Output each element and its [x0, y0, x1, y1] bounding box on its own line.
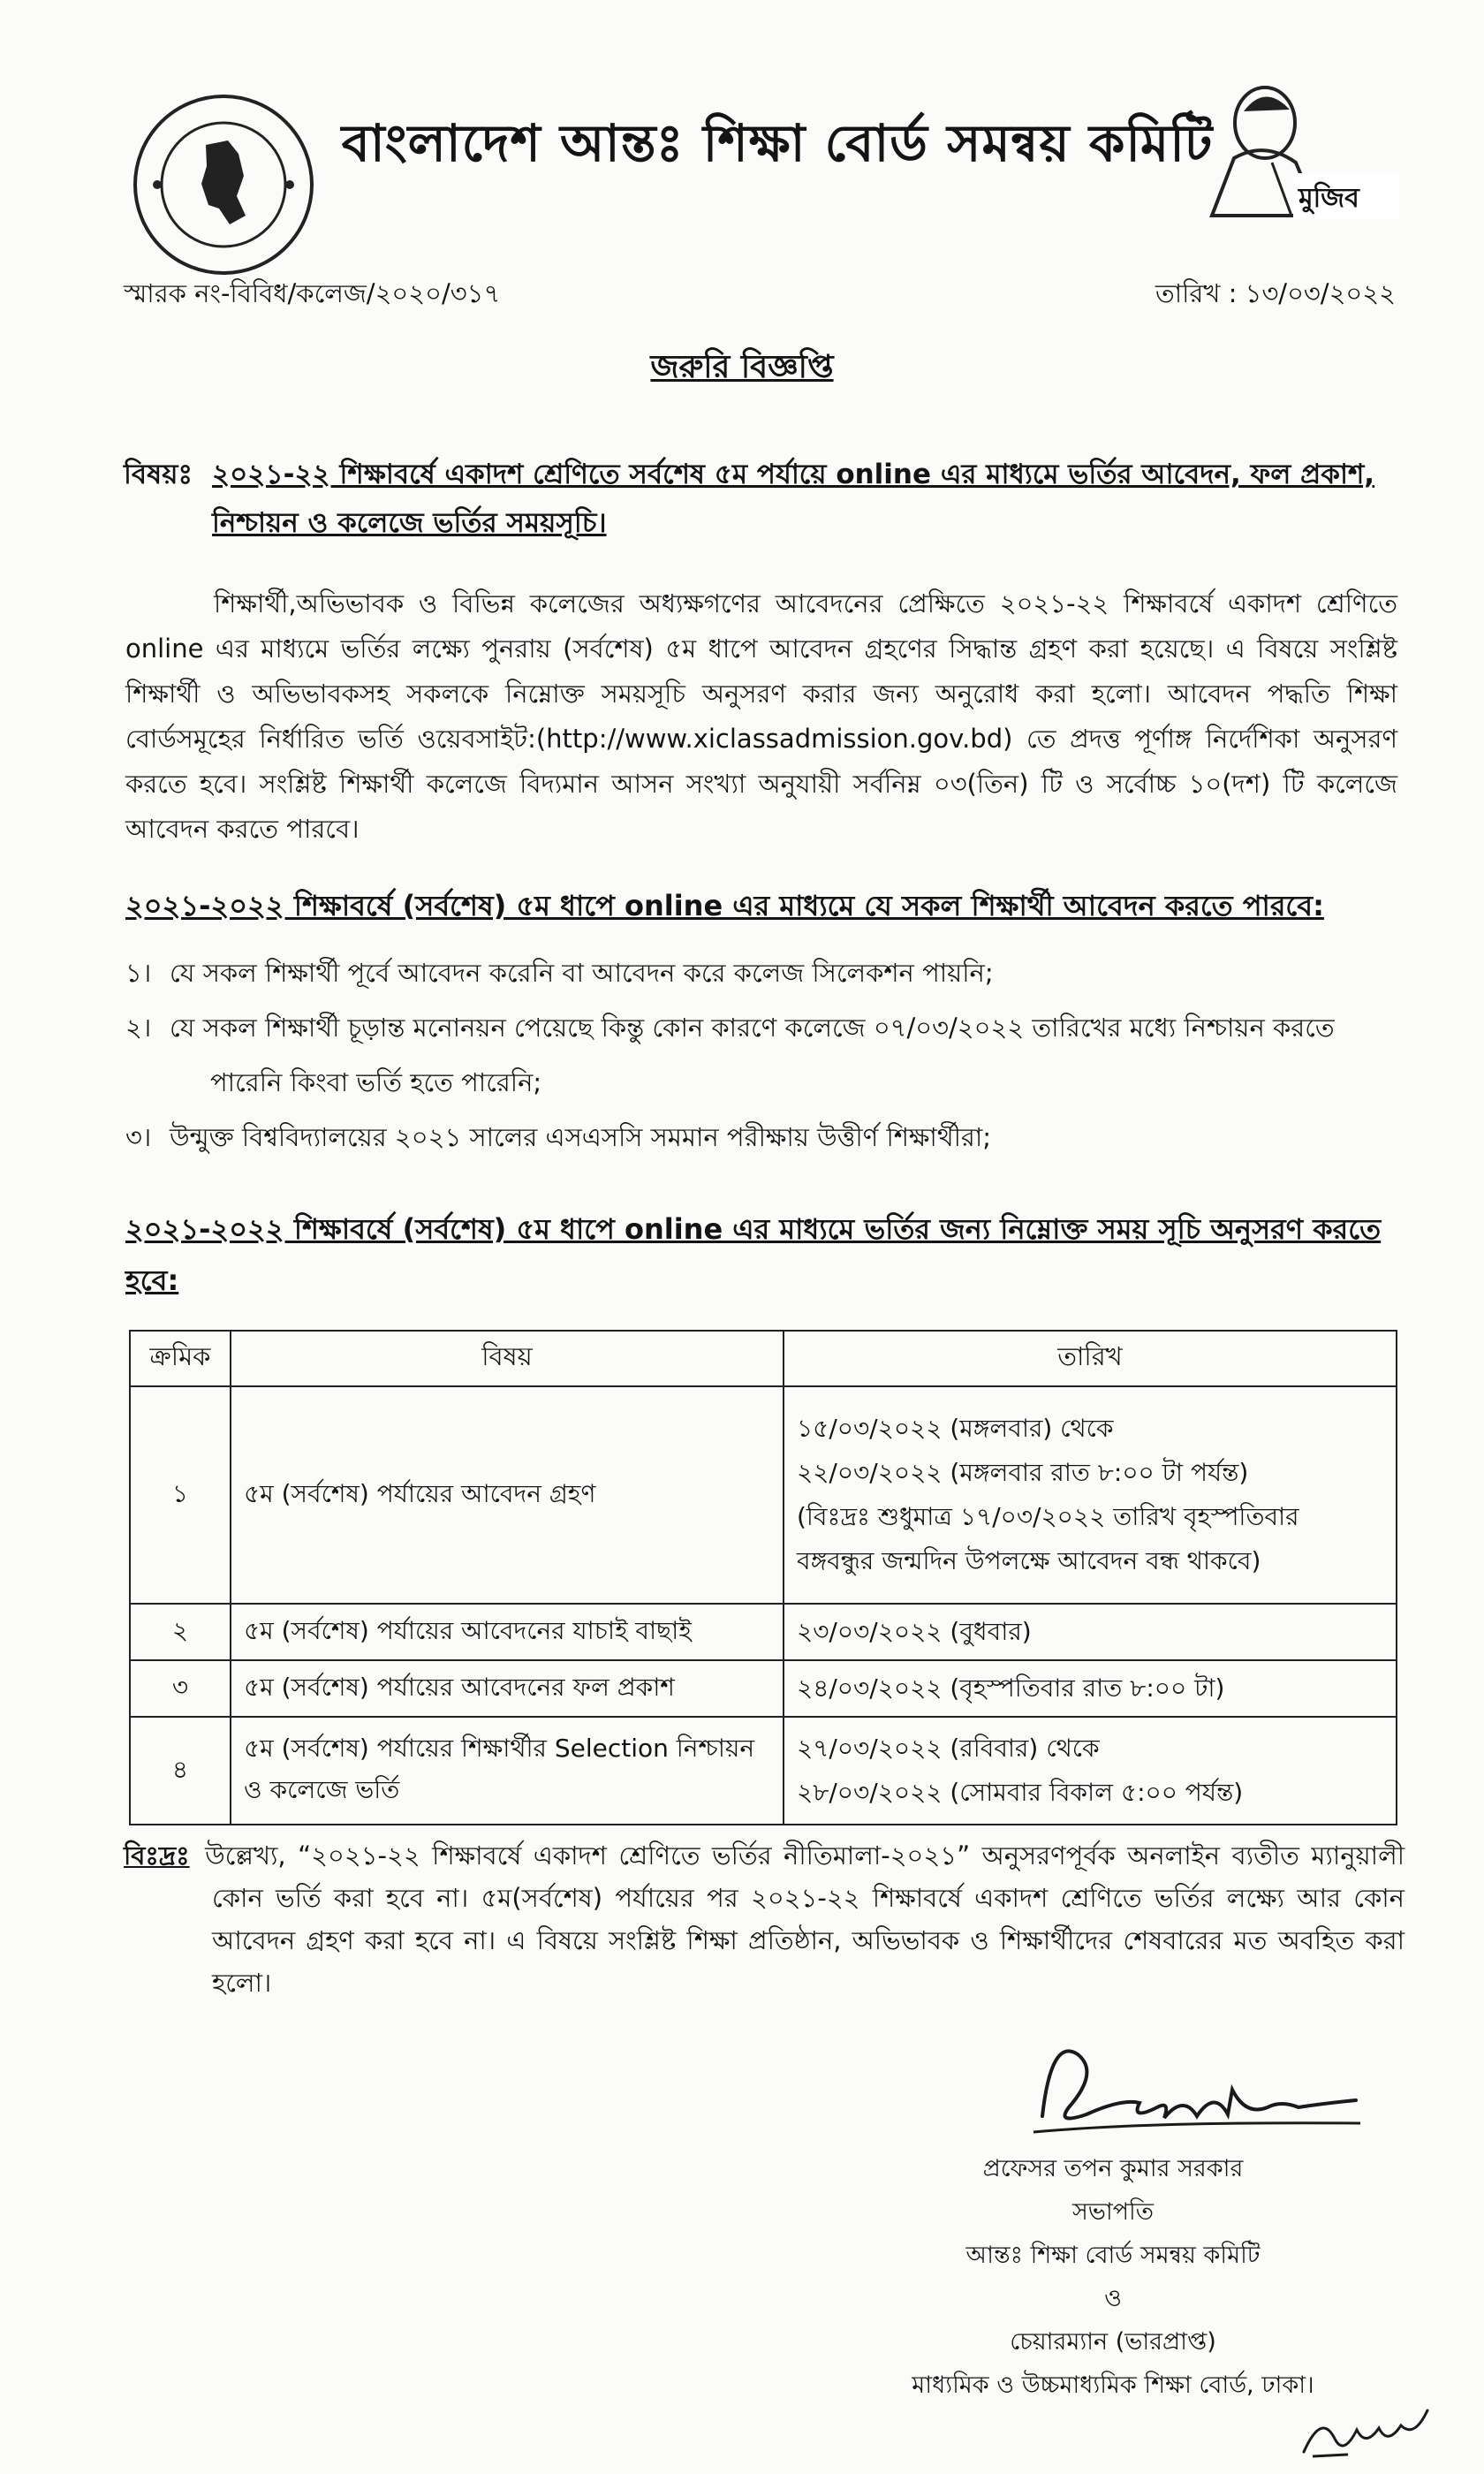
table-row [130, 1386, 1397, 1604]
date-line: ২৩/০৩/২০২২ (বুধবার) [797, 1617, 1032, 1646]
date-line: ২৭/০৩/২০২২ (রবিবার) থেকে [797, 1734, 1100, 1763]
subject-cell: ৫ম (সর্বশেষ) পর্যায়ের শিক্ষার্থীর Selection নিশ্চায়ন ও কলেজে ভর্তি [231, 1717, 784, 1825]
signatory-board: মাধ্যমিক ও উচ্চমাধ্যমিক শিক্ষা বোর্ড, ঢাকা। [912, 2372, 1314, 2399]
government-seal-logo [131, 92, 316, 277]
footnote [124, 1834, 1404, 2004]
list-item-text: উন্মুক্ত বিশ্ববিদ্যালয়ের ২০২১ সালের এসএসসি সমমান পরীক্ষায় উত্তীর্ণ শিক্ষার্থীরা; [170, 1122, 992, 1152]
date-line: ২৪/০৩/২০২২ (বৃহস্পতিবার রাত ৮:০০ টা) [797, 1673, 1225, 1703]
serial-cell: ২ [130, 1604, 231, 1660]
eligibility-heading: ২০২১-২০২২ শিক্ষাবর্ষে (সর্বশেষ) ৫ম ধাপে online এর মাধ্যমে যে সকল শিক্ষার্থী আবেদন করতে পারবে: [125, 889, 1324, 922]
footnote-text: উল্লেখ্য, “২০২১-২২ শিক্ষাবর্ষে একাদশ শ্রেণিতে ভর্তির নীতিমালা-২০২১” অনুসরণপূর্বক অনলাইন ব্যতীত ম্যানুয়ালী কোন ভর্তি করা হবে না। ৫ম(সর্বশেষ) পর্যায়ের পর ২০২১-২২ শিক্ষাবর্ষে একাদশ শ্রেণিতে ভর্তির লক্ষ্যে আর কোন আবেদন গ্রহণ করা হবে না। এ বিষয়ে সংশ্লিষ্ট শিক্ষা প্রতিষ্ঠান, অভিভাবক ও শিক্ষার্থীদের শেষবারের মত অবহিত করা হলো। [205, 1840, 1404, 1998]
date-line: ২২/০৩/২০২২ (মঙ্গলবার রাত ৮:০০ টা পর্যন্ত) [797, 1458, 1249, 1487]
subject-text: ২০২১-২২ শিক্ষাবর্ষে একাদশ শ্রেণিতে সর্বশেষ ৫ম পর্যায়ে online এর মাধ্যমে ভর্তির আবেদন, ফল প্রকাশ, নিশ্চায়ন ও কলেজে ভর্তির সময়সূচি। [212, 459, 1375, 539]
subject-cell: ৫ম (সর্বশেষ) পর্যায়ের আবেদনের যাচাই বাছাই [231, 1604, 784, 1660]
date-line: (বিঃদ্রঃ শুধুমাত্র ১৭/০৩/২০২২ তারিখ বৃহস্পতিবার [797, 1502, 1299, 1531]
body-paragraph: শিক্ষার্থী,অভিভাবক ও বিভিন্ন কলেজের অধ্যক্ষগণের আবেদনের প্রেক্ষিতে ২০২১-২২ শিক্ষাবর্ষে একাদশ শ্রেণিতে online এর মাধ্যমে ভর্তির লক্ষ্যে পুনরায় (সর্বশেষ) ৫ম ধাপে আবেদন গ্রহণের সিদ্ধান্ত গ্রহণ করা হয়েছে। এ বিষয়ে সংশ্লিষ্ট শিক্ষার্থী ও অভিভাবকসহ সকলকে নিম্নোক্ত সময়সূচি অনুসরণ করার জন্য অনুরোধ করা হলো। আবেদন পদ্ধতি শিক্ষা বোর্ডসমূহের নির্ধারিত ভর্তি ওয়েবসাইট:(http://www.xiclassadmission.gov.bd) তে প্রদত্ত পূর্ণাঙ্গ নির্দেশিকা অনুসরণ করতে হবে। সংশ্লিষ্ট শিক্ষার্থী কলেজে বিদ্যমান আসন সংখ্যা অনুযায়ী সর্বনিম্ন ০৩(তিন) টি ও সর্বোচ্চ ১০(দশ) টি কলেজে আবেদন করতে পারবে। [125, 588, 1397, 844]
signatory-committee: আন্তঃ শিক্ষা বোর্ড সমন্বয় কমিটি [965, 2242, 1261, 2269]
serial-cell: ৩ [130, 1660, 231, 1717]
serial-cell: ৪ [130, 1717, 231, 1825]
signatory-designation: সভাপতি [1071, 2198, 1155, 2226]
subject-cell: ৫ম (সর্বশেষ) পর্যায়ের আবেদনের ফল প্রকাশ [231, 1660, 784, 1717]
mujib-100-logo [1194, 74, 1406, 224]
list-item [125, 1110, 1397, 1165]
date-line: ১৫/০৩/২০২২ (মঙ্গলবার) থেকে [797, 1414, 1114, 1443]
table-row [130, 1717, 1397, 1825]
list-item-continuation: পারেনি কিংবা ভর্তি হতে পারেনি; [210, 1067, 542, 1097]
column-header-subject: বিষয় [231, 1331, 784, 1386]
schedule-heading: ২০২১-২০২২ শিক্ষাবর্ষে (সর্বশেষ) ৫ম ধাপে online এর মাধ্যমে ভর্তির জন্য নিম্নোক্ত সময় সূচি অনুসরণ করতে হবে: [125, 1212, 1382, 1297]
list-item-number: ৩। [125, 1122, 152, 1152]
date-line: বঙ্গবন্ধুর জন্মদিন উপলক্ষে আবেদন বন্ধ থাকবে) [797, 1546, 1261, 1575]
list-item [125, 1000, 1397, 1110]
table-header-row [130, 1331, 1397, 1386]
subject-cell: ৫ম (সর্বশেষ) পর্যায়ের আবেদন গ্রহণ [231, 1386, 784, 1604]
handwritten-signature [1016, 2019, 1369, 2151]
eligibility-list [125, 945, 1397, 1165]
date-cell [784, 1386, 1397, 1604]
signatory-role: চেয়ারম্যান (ভারপ্রাপ্ত) [1010, 2328, 1216, 2356]
footnote-label: বিঃদ্রঃ [124, 1840, 190, 1871]
list-item [125, 945, 1397, 1000]
notice-date: তারিখ : ১৩/০৩/২০২২ [1155, 278, 1396, 308]
notice-heading: জরুরি বিজ্ঞপ্তি [650, 349, 834, 385]
initials-signature [1295, 2403, 1436, 2465]
date-cell [784, 1604, 1397, 1660]
signatory-name: প্রফেসর তপন কুমার সরকার [982, 2155, 1244, 2182]
subject-label: বিষয়ঃ [124, 459, 193, 490]
signatory-conjunction: ও [1104, 2285, 1122, 2312]
list-item-text: যে সকল শিক্ষার্থী পূর্বে আবেদন করেনি বা আবেদন করে কলেজ সিলেকশন পায়নি; [170, 958, 994, 988]
table-row [130, 1604, 1397, 1660]
list-item-text: যে সকল শিক্ষার্থী চূড়ান্ত মনোনয়ন পেয়েছে কিন্তু কোন কারণে কলেজে ০৭/০৩/২০২২ তারিখের মধ্যে নিশ্চায়ন করতে [170, 1013, 1335, 1043]
date-cell [784, 1660, 1397, 1717]
serial-cell: ১ [130, 1386, 231, 1604]
table-row [130, 1660, 1397, 1717]
list-item-number: ২। [125, 1013, 152, 1043]
schedule-table [129, 1330, 1397, 1825]
list-item-number: ১। [125, 958, 152, 988]
header-title: বাংলাদেশ আন্তঃ শিক্ষা বোর্ড সমন্বয় কমিটি [341, 113, 1214, 173]
date-cell [784, 1717, 1397, 1825]
memo-reference-number: স্মারক নং-বিবিধ/কলেজ/২০২০/৩১৭ [124, 278, 501, 308]
signatory-block [795, 2147, 1431, 2407]
column-header-serial: ক্রমিক [130, 1331, 231, 1386]
mujib-logo-text: মুজিব [1298, 183, 1359, 214]
date-line: ২৮/০৩/২০২২ (সোমবার বিকাল ৫:০০ পর্যন্ত) [797, 1778, 1244, 1807]
column-header-date: তারিখ [784, 1331, 1397, 1386]
